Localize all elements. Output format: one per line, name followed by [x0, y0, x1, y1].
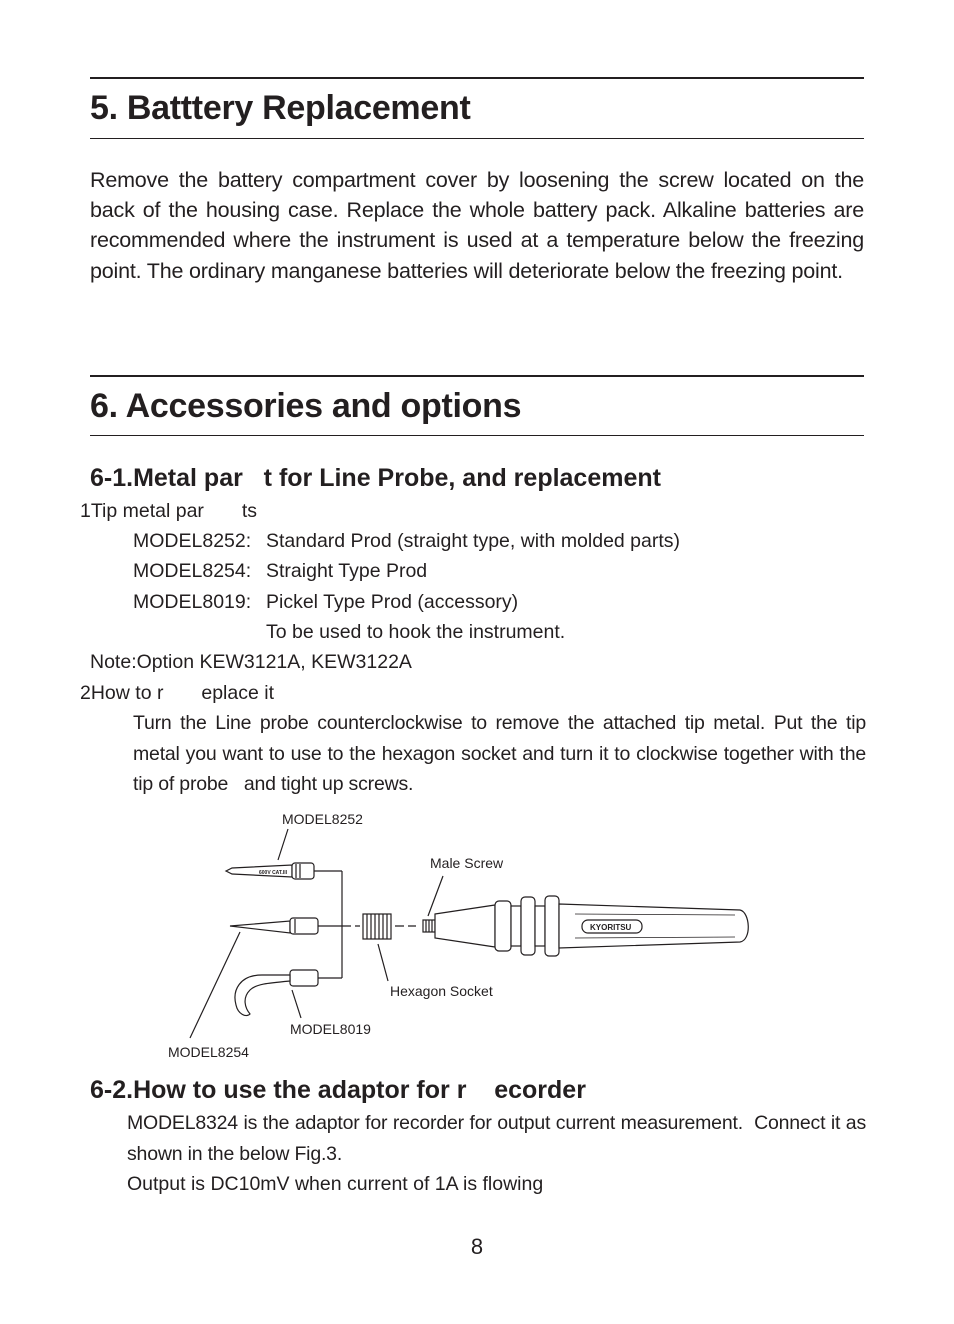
model8019-note: To be used to hook the instrument. — [266, 621, 566, 643]
tip-marking-label: 600V CAT.III — [259, 870, 287, 876]
section5-body: Remove the battery compartment cover by loosening the screw located on the back of the housing case. Replace the whole battery pack. Alkaline batteries are recommended where the instrument is used at a temperature below the freezing point. The ordinary manganese batteries will deteriorate below the freezing point. — [90, 168, 864, 283]
model8254-tip-icon — [230, 918, 318, 934]
model-desc: Straight Type Prod — [266, 560, 428, 582]
subsection-6-1-title: 6-1.Metal par t for Line Probe, and replacement — [90, 464, 661, 492]
subsection-6-2-title: 6-2.How to use the adaptor for r ecorder — [90, 1076, 586, 1104]
item2-label: 2How to r eplace it — [80, 682, 275, 704]
brand-label: KYORITSU — [590, 923, 632, 932]
item2-body: Turn the Line probe counterclockwise to remove the attached tip metal. Put the tip metal you want to use to the hexagon socket and turn it to clockwise together with the tip of probe and tight up screws. — [133, 712, 866, 795]
model-code: MODEL8019: — [133, 591, 252, 613]
model-desc: Pickel Type Prod (accessory) — [266, 591, 519, 613]
subsection-6-2-body: MODEL8324 is the adaptor for recorder for output current measurement. Connect it as shown in the below Fig.3. — [127, 1112, 866, 1165]
section5-title: 5. Batttery Replacement — [90, 89, 471, 127]
label-model8252: MODEL8252 — [282, 811, 363, 827]
option-note: Note:Option KEW3121A, KEW3122A — [90, 651, 412, 673]
item1-label: 1Tip metal par ts — [80, 500, 258, 522]
model8019-hook-icon — [235, 970, 318, 1016]
label-male-screw: Male Screw — [430, 855, 504, 871]
model-desc: Standard Prod (straight type, with molded parts) — [266, 530, 681, 552]
label-hexagon-socket: Hexagon Socket — [390, 983, 493, 999]
label-model8019: MODEL8019 — [290, 1021, 371, 1037]
model-code: MODEL8252: — [133, 530, 252, 552]
output-note: Output is DC10mV when current of 1A is flowing — [127, 1173, 544, 1195]
label-model8254: MODEL8254 — [168, 1044, 249, 1060]
section6-title: 6. Accessories and options — [90, 387, 522, 425]
model-code: MODEL8254: — [133, 560, 252, 582]
hexagon-socket-icon — [363, 914, 416, 939]
line-probe-body-icon — [423, 896, 748, 956]
page-number: 8 — [470, 1234, 484, 1259]
bracket-lines — [314, 871, 360, 978]
